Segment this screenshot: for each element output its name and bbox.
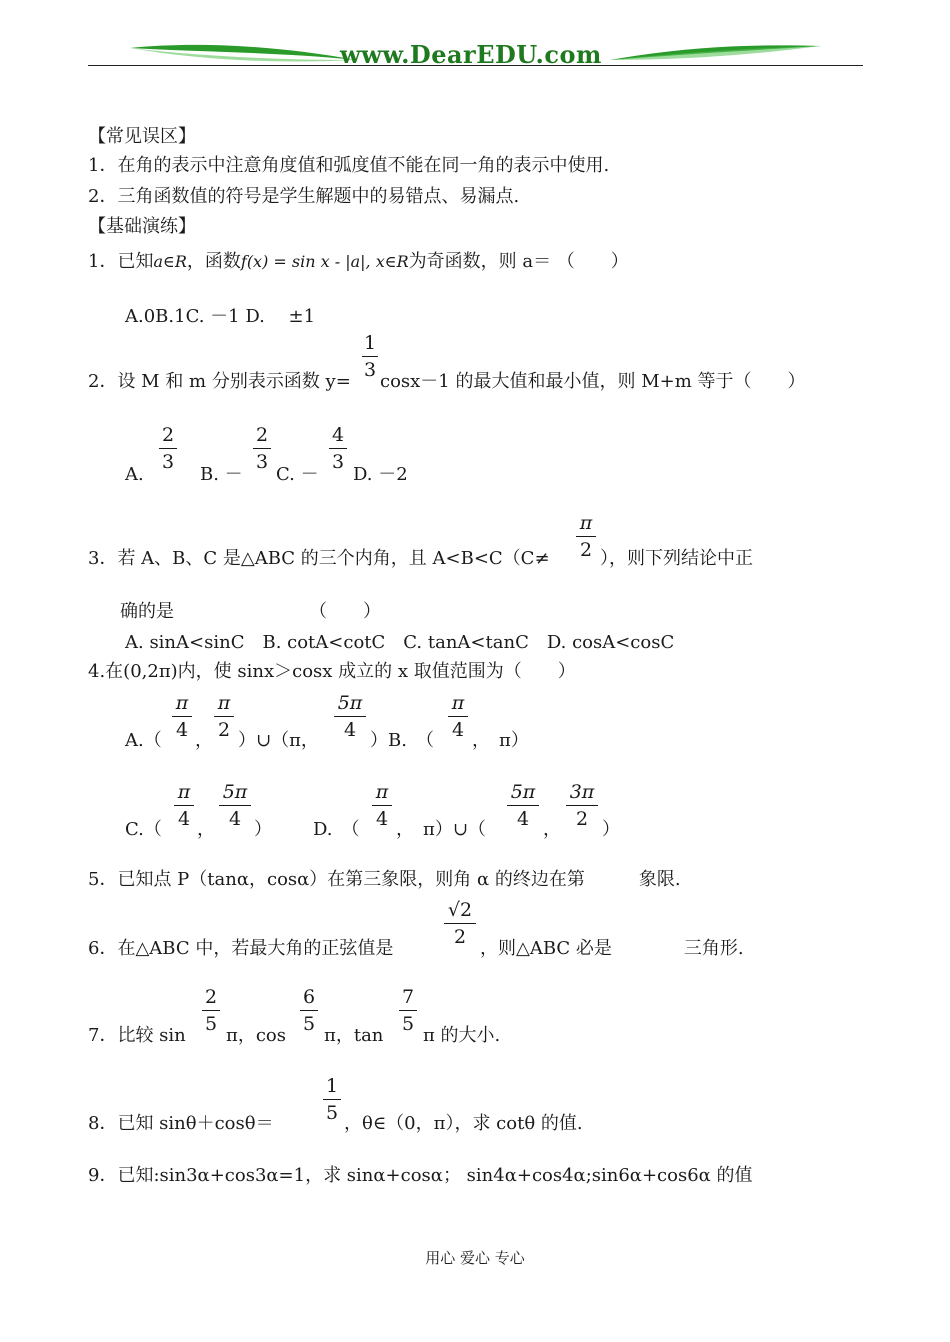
q4-d-close: ） [602,819,620,840]
fraction-numerator: π [175,692,189,714]
fraction-denominator: 4 [343,719,357,741]
fraction-bar [219,805,251,806]
fraction-denominator: 4 [375,808,389,830]
header-divider [88,65,863,66]
q6-pre: 6．在△ABC 中，若最大角的正弦值是 [88,938,394,959]
fraction-numerator: 3π [569,781,595,803]
q4-b-open: ）B. （ [370,730,434,751]
fraction-denominator: 3 [255,451,269,473]
footer-motto: 用心 爱心 专心 [425,1249,525,1267]
q7-fraction-2 [300,986,318,1035]
fraction-denominator: 2 [453,926,467,948]
fraction-denominator: 5 [401,1013,415,1035]
header-swoosh-right-graphic [608,42,823,66]
fraction-bar [576,536,596,537]
fraction-denominator: 4 [451,719,465,741]
fraction-bar [334,716,366,717]
section-title-mistakes: 【常见误区】 [88,126,196,147]
q8-fraction [323,1075,341,1124]
q4-c-open: C.（ [125,819,162,840]
fraction-numerator: 5π [510,781,536,803]
fraction-numerator: π [451,692,465,714]
fraction-bar [372,805,392,806]
fraction-denominator: 2 [579,539,593,561]
fraction-numerator: 5π [222,781,248,803]
q4-d-fraction-3 [566,781,598,830]
q7-mid-2: π，tan [324,1025,384,1046]
fraction-bar [448,716,468,717]
fraction-denominator: 4 [177,808,191,830]
q7-mid-1: π，cos [226,1025,286,1046]
q4-d-comma: ， [543,819,561,840]
q2-post: cosx－1 的最大值和最小值，则 M+m 等于（ ） [380,371,806,392]
fraction-denominator: 3 [161,451,175,473]
q3-line2: 确的是 （ ） [120,601,381,622]
fraction-bar [323,1099,341,1100]
q4-c-comma: ， [197,819,215,840]
q8-pre: 8．已知 sinθ＋cosθ＝ [88,1113,274,1134]
fraction-denominator: 5 [325,1102,339,1124]
fraction-denominator: 2 [575,808,589,830]
q4-c-fraction-2 [219,781,251,830]
fraction-bar [253,448,271,449]
fraction-numerator: 6 [302,986,316,1008]
fraction-numerator: 5π [337,692,363,714]
q2-option-d: D. －2 [353,464,408,485]
header-brand-logo: www.DearEDU.com [340,40,602,69]
fraction-denominator: 2 [217,719,231,741]
q2-option-a-fraction [159,424,177,473]
fraction-bar [174,805,194,806]
q2-option-b-fraction [253,424,271,473]
fraction-bar [566,805,598,806]
fraction-denominator: 4 [175,719,189,741]
section-title-practice: 【基础演练】 [88,216,196,237]
q2-pre: 2．设 M 和 m 分别表示函数 y= [88,371,351,392]
q1-post: 为奇函数，则 a＝ （ ） [408,251,629,272]
mistake-item-2: 2．三角函数值的符号是学生解题中的易错点、易漏点. [88,186,520,207]
fraction-denominator: 3 [331,451,345,473]
fraction-numerator: 2 [204,986,218,1008]
fraction-bar [444,923,476,924]
fraction-numerator: π [579,512,593,534]
q7-pre: 7．比较 sin [88,1025,186,1046]
q2-fraction-bar [362,356,378,357]
q3-post: ），则下列结论中正 [600,548,753,569]
q4-a-fraction-1 [172,692,192,741]
fraction-bar [399,1010,417,1011]
q4-a-mid: ）∪（π， [238,730,319,751]
q2-option-a: A. [125,464,144,485]
q4-a-fraction-3 [334,692,366,741]
q3-pre: 3．若 A、B、C 是△ABC 的三个内角，且 A<B<C（C≠ [88,548,550,569]
q7-post: π 的大小. [423,1025,501,1046]
q2-option-c-fraction [329,424,347,473]
q4-a-open: A.（ [125,730,162,751]
q2-fraction-numerator: 1 [363,332,377,354]
q3-options: A. sinA<sinC B. cotA<cotC C. tanA<tanC D. cosA<cosC [125,632,675,653]
q4-b-fraction [448,692,468,741]
q4-b-end: ， π） [472,730,529,751]
q4-text: 4.在(0,2π)内，使 sinx＞cosx 成立的 x 取值范围为（ ） [88,661,576,682]
q1-condition: a∈R [153,252,187,271]
fraction-numerator: 2 [161,424,175,446]
fraction-bar [202,1010,220,1011]
q1-options: A.0B.1C. －1 D. ±1 [125,306,316,327]
fraction-bar [300,1010,318,1011]
q4-a-comma: ， [195,730,213,751]
fraction-numerator: 4 [331,424,345,446]
q2-fraction [362,332,378,381]
fraction-denominator: 4 [228,808,242,830]
q4-d-mid: ， π）∪（ [396,819,486,840]
fraction-bar [329,448,347,449]
fraction-numerator: 7 [401,986,415,1008]
question-9: 9．已知:sin3α+cos3α=1，求 sinα+cosα； sin4α+cos4α;sin6α+cos6α 的值 [88,1165,753,1186]
q8-post: ，θ∈（0，π），求 cotθ 的值. [344,1113,583,1134]
fraction-bar [214,716,234,717]
q7-fraction-1 [202,986,220,1035]
q4-d-open: D. （ [313,819,360,840]
q2-fraction-denominator: 3 [363,359,377,381]
q6-fraction [444,899,476,948]
fraction-bar [507,805,539,806]
q4-c-fraction-1 [174,781,194,830]
fraction-numerator: π [177,781,191,803]
mistake-item-1: 1．在角的表示中注意角度值和弧度值不能在同一角的表示中使用. [88,155,610,176]
fraction-numerator: √2 [447,899,473,921]
q4-c-close: ） [254,819,272,840]
fraction-denominator: 5 [204,1013,218,1035]
q1-mid: ，函数 [186,251,241,272]
q1-pre: 1．已知 [88,251,154,272]
q2-option-b: B. － [200,464,243,485]
fraction-numerator: π [375,781,389,803]
fraction-numerator: 1 [325,1075,339,1097]
fraction-bar [159,448,177,449]
fraction-numerator: π [217,692,231,714]
q7-fraction-3 [399,986,417,1035]
header-swoosh-left-graphic [128,42,358,66]
q4-d-fraction-2 [507,781,539,830]
fraction-bar [172,716,192,717]
question-5: 5．已知点 P（tanα，cosα）在第三象限，则角 α 的终边在第 象限. [88,869,681,890]
q3-fraction [576,512,596,561]
fraction-denominator: 4 [516,808,530,830]
q4-d-fraction-1 [372,781,392,830]
q1-function: f(x) = sin x - |a|, x∈R [240,252,409,271]
fraction-numerator: 2 [255,424,269,446]
q6-post: ，则△ABC 必是 三角形. [480,938,744,959]
fraction-denominator: 5 [302,1013,316,1035]
question-1 [88,251,629,273]
q2-option-c: C. － [276,464,319,485]
q4-a-fraction-2 [214,692,234,741]
